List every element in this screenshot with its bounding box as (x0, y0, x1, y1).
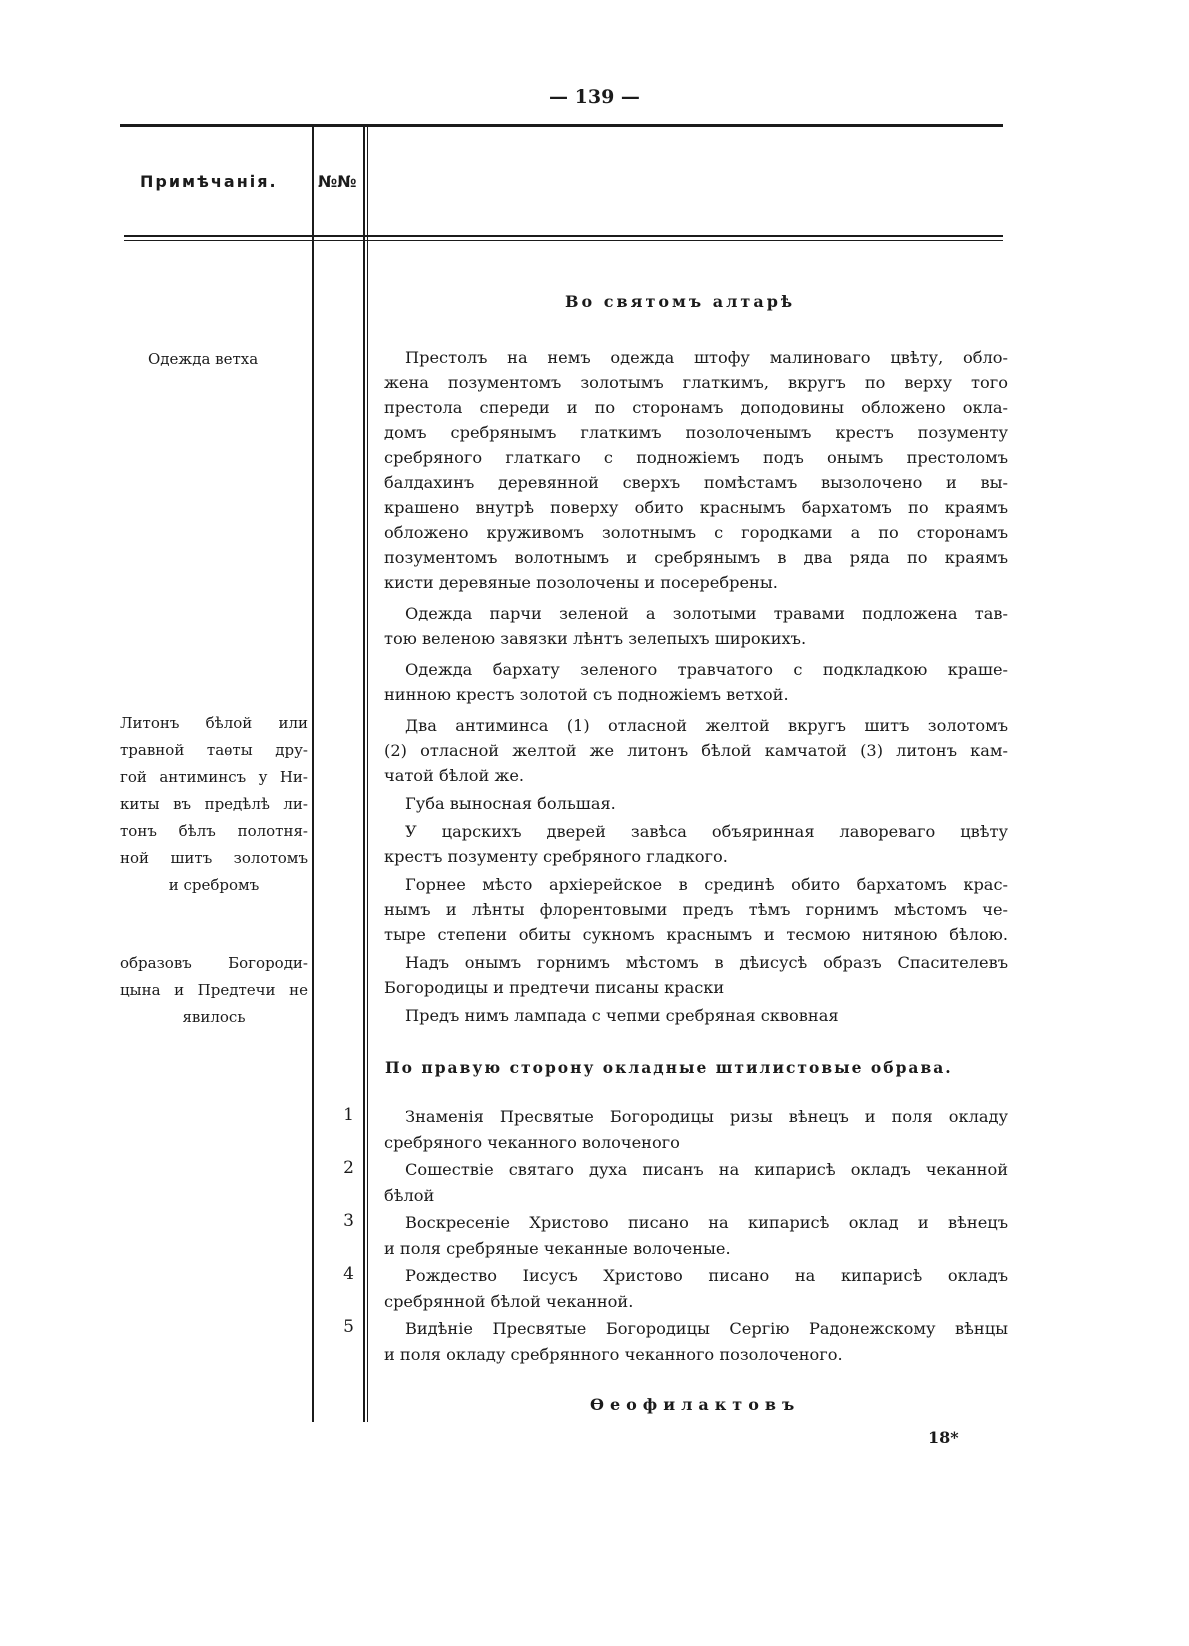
header-bottom-rule (124, 235, 1003, 237)
icon-entry-line: сребряного чеканного волоченого (384, 1133, 680, 1152)
main-line: Богородицы и предтечи писаны краски (384, 978, 725, 997)
main-line: крестъ позументу сребряного гладкого. (384, 847, 728, 866)
page-number: — 139 — (549, 86, 640, 108)
note-line: Одежда ветха (148, 350, 259, 368)
main-line: Надъ онымъ горнимъ мѣстомъ в дѣисусѣ образъ Спасителевъ (405, 953, 1008, 972)
icon-entry-line: и поля сребряные чеканные волоченые. (384, 1239, 731, 1258)
note-line: цына и Предтечи не (120, 981, 308, 999)
footer-mark: 18* (928, 1428, 959, 1447)
numbers-column-header: №№ (318, 172, 357, 191)
main-line: тыре степени обиты сукномъ краснымъ и тесмою нитяною бѣлою. (384, 925, 1008, 944)
note-line: ной шитъ золотомъ (120, 849, 308, 867)
icon-number: 4 (343, 1264, 354, 1284)
note-line: образовъ Богороди- (120, 954, 308, 972)
main-line: жена позументомъ золотымъ глаткимъ, вкругъ по верху того (384, 373, 1008, 392)
main-line: тою веленою завязки лѣнтъ зелепыхъ широкихъ. (384, 629, 807, 648)
main-line: (2) отласной желтой же литонъ бѣлой камчатой (3) литонъ кам- (384, 741, 1008, 760)
main-line: У царскихъ дверей завѣса объяринная лавореваго цвѣту (405, 822, 1008, 841)
top-rule (120, 124, 1003, 127)
icon-entry-line: Сошествіе святаго духа писанъ на кипарисѣ окладъ чеканной (405, 1160, 1008, 1179)
icon-number: 1 (343, 1105, 354, 1125)
main-line: Горнее мѣсто архіерейское в срединѣ обито бархатомъ крас- (405, 875, 1008, 894)
icon-entry-line: бѣлой (384, 1186, 435, 1205)
main-line: нинною крестъ золотой съ подножіемъ ветхой. (384, 685, 789, 704)
icon-entry-line: и поля окладу сребрянного чеканного позолоченого. (384, 1345, 843, 1364)
main-line: престола спереди и по сторонамъ доподовины обложено оклa- (384, 398, 1008, 417)
note-line: травной таѳты дру- (120, 741, 308, 759)
icons-subheading: По правую сторону окладные штилистовые обрава. (385, 1058, 953, 1077)
signature: Ѳеофилактовъ (590, 1395, 801, 1414)
note-line: явилось (182, 1008, 246, 1026)
note-line: киты въ предѣлѣ ли- (120, 795, 308, 813)
main-line: Два антиминса (1) отласной желтой вкругъ шитъ золотомъ (405, 716, 1008, 735)
main-line: чатой бѣлой же. (384, 766, 525, 785)
main-line: Губа выносная большая. (405, 794, 616, 813)
main-line: позументомъ волотнымъ и сребрянымъ в два ряда по краямъ (384, 548, 1008, 567)
main-line: крашено внутрѣ поверху обито краснымъ бархатомъ по краямъ (384, 498, 1008, 517)
icon-entry-line: Воскресеніе Христово писано на кипарисѣ оклад и вѣнецъ (405, 1213, 1008, 1232)
note-line: гой антиминсъ у Ни- (120, 768, 308, 786)
icon-number: 2 (343, 1158, 354, 1178)
column-divider-numbers (363, 127, 365, 1422)
main-line: кисти деревяные позолочены и посеребрены. (384, 573, 778, 592)
icon-entry-line: сребрянной бѣлой чеканной. (384, 1292, 634, 1311)
notes-column-header: Примѣчанія. (140, 172, 278, 191)
main-line: Престолъ на немъ одежда штофу малиноваго цвѣту, обло- (405, 348, 1008, 367)
main-line: домъ сребрянымъ глаткимъ позолоченымъ крестъ позументу (384, 423, 1008, 442)
main-line: Одежда парчи зеленой а золотыми травами подложена тав- (405, 604, 1008, 623)
main-line: балдахинъ деревянной сверхъ помѣстамъ вызолочено и вы- (384, 473, 1008, 492)
icon-entry-line: Рождество Іисусъ Христово писано на кипарисѣ окладъ (405, 1266, 1008, 1285)
main-line: Предъ нимъ лампада с чепми сребряная сквовная (405, 1006, 839, 1025)
icon-entry-line: Видѣніе Пресвятые Богородицы Сергію Радонежскому вѣнцы (405, 1319, 1008, 1338)
icon-number: 5 (343, 1317, 354, 1337)
main-line: сребряного глаткаго с подножіемъ подъ онымъ престоломъ (384, 448, 1008, 467)
note-line: Литонъ бѣлой или (120, 714, 308, 732)
note-line: тонъ бѣлъ полотня- (120, 822, 308, 840)
main-line: обложено круживомъ золотнымъ с городками а по сторонамъ (384, 523, 1008, 542)
section-heading: Во святомъ алтарѣ (565, 292, 796, 311)
main-line: Одежда бархату зеленого травчатого с подкладкою краше- (405, 660, 1008, 679)
icon-entry-line: Знаменія Пресвятые Богородицы ризы вѣнецъ и поля окладу (405, 1107, 1008, 1126)
column-divider-notes (312, 127, 314, 1422)
icon-number: 3 (343, 1211, 354, 1231)
header-bottom-rule-thin (124, 240, 1003, 241)
column-divider-numbers-double (367, 127, 368, 1422)
note-line: и сребромъ (168, 876, 260, 894)
main-line: нымъ и лѣнты флорентовыми предъ тѣмъ горнимъ мѣстомъ че- (384, 900, 1008, 919)
